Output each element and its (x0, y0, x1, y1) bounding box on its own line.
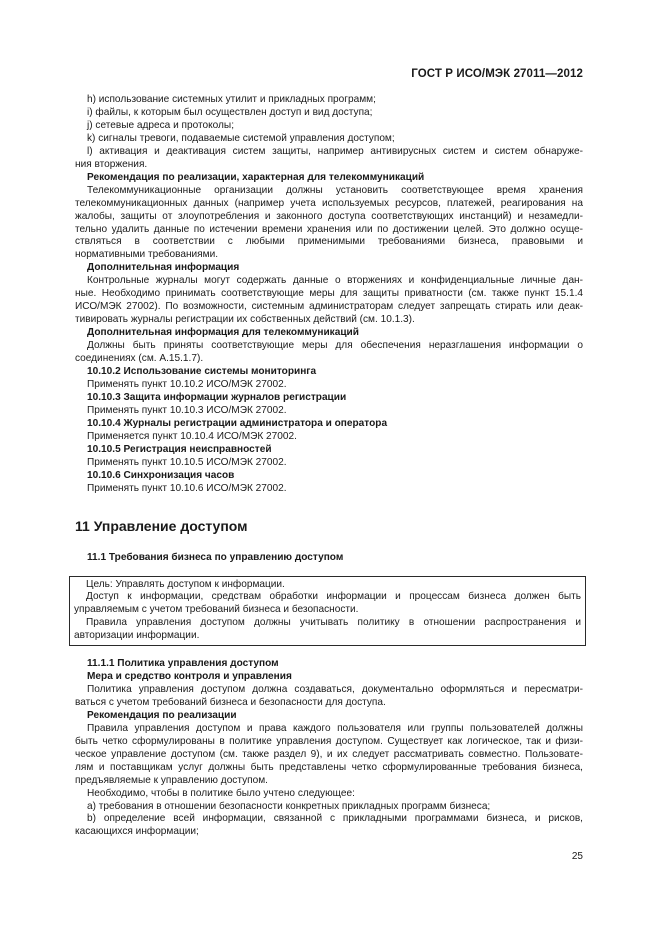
addinfo-telecom-heading: Дополнительная информация для телекоммуникаций (87, 327, 359, 339)
list-item-b-cont: касающихся информации; (75, 826, 199, 838)
goal-line: Правила управления доступом должны учитывать политику в отношении распространения и (86, 617, 581, 629)
paragraph-line: соединениях (см. А.15.1.7). (75, 353, 204, 365)
list-item-a: a) требования в отношении безопасности конкретных прикладных программ бизнеса; (87, 800, 491, 812)
page-content (75, 94, 583, 839)
paragraph-line: ваться с учетом требований бизнеса и безопасности для доступа. (75, 696, 386, 708)
clause-title: 10.10.3 Защита информации журналов регистрации (87, 391, 347, 403)
paragraph-line: Контрольные журналы могут содержать данные о вторжениях и конфиденциальные личные дан- (87, 275, 583, 287)
clause-text: Применять пункт 10.10.2 ИСО/МЭК 27002. (87, 378, 287, 390)
paragraph-line: ческое управление доступом (см. также раздел 9), и их следует рассматривать совместно. Пользовате- (75, 748, 583, 760)
list-item-j: j) сетевые адреса и протоколы; (87, 119, 234, 131)
section-title: 11 Управление доступом (75, 517, 248, 534)
paragraph-line: Должны быть приняты соответствующие меры для обеспечения неразглашения информации о (87, 340, 583, 352)
paragraph-line: ные. Необходимо принимать соответствующие меры для защиты приватности (см. также пункт 15.1.4 (75, 288, 583, 300)
measure-heading: Мера и средство контроля и управления (87, 670, 292, 682)
paragraph-line: нормативными требованиями. (75, 249, 219, 261)
list-item-k: k) сигналы тревоги, подаваемые системой управления доступом; (87, 132, 395, 144)
paragraph-line: тельно удалить данные по истечении времени хранения или по достижении целей. Это должно осуще- (75, 223, 583, 235)
rec-telecom-heading: Рекомендация по реализации, характерная для телекоммуникаций (87, 171, 425, 183)
subsection-title: 11.1 Требования бизнеса по управлению доступом (87, 551, 344, 563)
paragraph-line: ствляться в соответствии с любыми применимыми требованиями бизнеса, правовыми и (75, 236, 583, 248)
paragraph-line: лям и поставщикам услуг должны быть представлены четко сформулированные требования бизнеса, (75, 761, 583, 773)
goal-box (69, 576, 586, 647)
clause-title: 10.10.5 Регистрация неисправностей (87, 443, 272, 455)
clause-text: Применять пункт 10.10.5 ИСО/МЭК 27002. (87, 456, 287, 468)
paragraph-line: предъявляемые к управлению доступом. (75, 774, 268, 786)
list-item-l: l) активация и деактивация систем защиты, например антивирусных систем и систем обнаруже- (87, 145, 583, 157)
list-item-h: h) использование системных утилит и прикладных программ; (87, 94, 376, 105)
paragraph-line: ИСО/МЭК 27002). По возможности, системным администраторам следует запрещать стирать или деак- (75, 301, 583, 313)
clause-title: 10.10.6 Синхронизация часов (87, 469, 235, 481)
clause-text: Применяется пункт 10.10.4 ИСО/МЭК 27002. (87, 430, 297, 442)
paragraph-line: Правила управления доступом и права каждого пользователя или группы пользователей должны (87, 722, 583, 734)
goal-line: Цель: Управлять доступом к информации. (86, 578, 285, 590)
paragraph-line: быть четко сформулированы в политике управления доступом. Существует как логическое, так и физи- (75, 735, 583, 747)
paragraph-line: Телекоммуникационные организации должны установить соответствующее время хранения (87, 184, 583, 196)
list-item-b: b) определение всей информации, связанной с прикладными программами бизнеса, и рисков, (87, 813, 583, 825)
goal-line: Доступ к информации, средствам обработки информации и процессам бизнеса должен быть (86, 591, 581, 603)
list-item-i: i) файлы, к которым был осуществлен доступ и вид доступа; (87, 106, 373, 118)
clause-title: 10.10.2 Использование системы мониторинга (87, 366, 317, 378)
clause-1111-title: 11.1.1 Политика управления доступом (87, 658, 279, 670)
rec-heading: Рекомендация по реализации (87, 709, 237, 721)
clause-text: Применять пункт 10.10.3 ИСО/МЭК 27002. (87, 404, 287, 416)
document-code-header: ГОСТ Р ИСО/МЭК 27011—2012 (411, 68, 583, 80)
clause-text: Применять пункт 10.10.6 ИСО/МЭК 27002. (87, 482, 287, 494)
clause-title: 10.10.4 Журналы регистрации администратора и оператора (87, 417, 388, 429)
need-text: Необходимо, чтобы в политике было учтено следующее: (87, 787, 355, 799)
addinfo-heading: Дополнительная информация (87, 262, 240, 274)
paragraph-line: жалобы, защиты от злоупотребления и законного доступа соответствующих инстанций) и незамедли- (75, 210, 583, 222)
goal-line: авторизации информации. (74, 630, 200, 642)
paragraph-line: телекоммуникационных данных (например учета используемых ресурсов, платежей, реагирования на (75, 197, 583, 209)
page-number: 25 (571, 851, 583, 862)
list-item-l-cont: ния вторжения. (75, 158, 148, 170)
paragraph-line: тивировать журналы регистрации их собственных действий (см. 10.1.3). (75, 314, 415, 326)
goal-line: управляемым с учетом требований бизнеса и безопасности. (74, 604, 359, 616)
paragraph-line: Политика управления доступом должна создаваться, документально оформляться и пересматри- (87, 683, 583, 695)
